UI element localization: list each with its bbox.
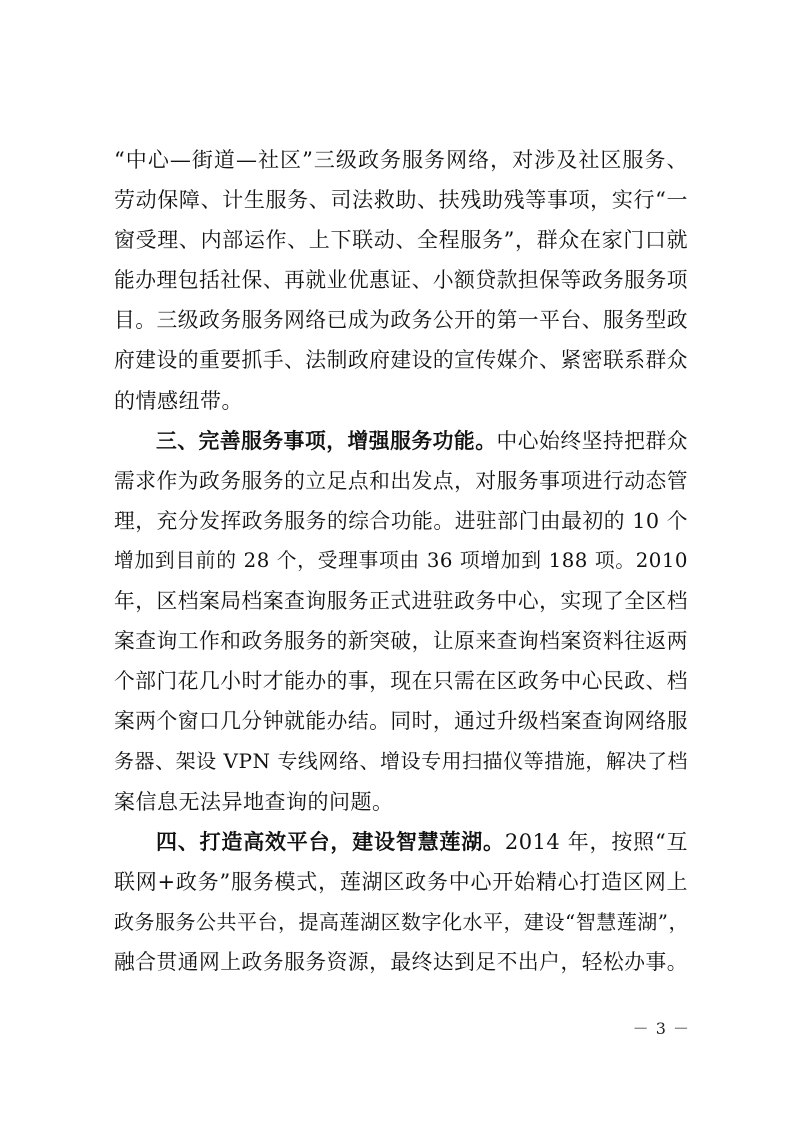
text-line: 增加到目前的 28 个，受理事项由 36 项增加到 188 项。2010: [114, 548, 688, 572]
text-line: 劳动保障、计生服务、司法救助、扶残助残等事项，实行“一: [114, 188, 688, 213]
text-line: 的情感纽带。: [114, 388, 243, 413]
text-line: 融合贯通网上政务服务资源，最终达到足不出户，轻松办事。: [114, 949, 688, 974]
paragraph-1: [114, 140, 688, 421]
document-body: [114, 140, 688, 982]
text-line: 联网+政务”服务模式，莲湖区政务中心开始精心打造区网上: [114, 869, 688, 894]
text-line: 案查询工作和政务服务的新突破，让原来查询档案资料往返两: [114, 629, 688, 654]
text-run: 2014 年，按照“互: [504, 829, 688, 854]
text-line: 案信息无法异地查询的问题。: [114, 789, 394, 814]
page-number: － 3 －: [632, 1019, 690, 1038]
text-line: 务器、架设 VPN 专线网络、增设专用扫描仪等措施，解决了档: [114, 749, 688, 774]
text-line: 案两个窗口几分钟就能办结。同时，通过升级档案查询网络服: [114, 709, 688, 734]
text-line: 目。三级政务服务网络已成为政务公开的第一平台、服务型政: [114, 308, 688, 333]
section-heading-4: 四、打造高效平台，建设智慧莲湖。: [156, 829, 505, 854]
text-line: 能办理包括社保、再就业优惠证、小额贷款担保等政务服务项: [114, 268, 688, 293]
text-line-first: [114, 421, 688, 461]
text-run: 中心始终坚持把群众: [496, 428, 688, 453]
paragraph-3: [114, 822, 688, 982]
text-line-first: [114, 822, 688, 862]
text-line: 窗受理、内部运作、上下联动、全程服务”，群众在家门口就: [114, 228, 688, 253]
text-line: “中心—街道—社区”三级政务服务网络，对涉及社区服务、: [114, 148, 688, 172]
text-line: 理，充分发挥政务服务的综合功能。进驻部门由最初的 10 个: [114, 508, 688, 533]
text-line: 府建设的重要抓手、法制政府建设的宣传媒介、紧密联系群众: [114, 348, 688, 373]
text-line: 个部门花几小时才能办的事，现在只需在区政务中心民政、档: [114, 669, 688, 694]
text-line: 需求作为政务服务的立足点和出发点，对服务事项进行动态管: [114, 468, 688, 493]
text-line: 年，区档案局档案查询服务正式进驻政务中心，实现了全区档: [114, 589, 688, 614]
text-line: 政务服务公共平台，提高莲湖区数字化水平，建设“智慧莲湖”，: [114, 909, 689, 934]
section-heading-3: 三、完善服务事项，增强服务功能。: [156, 428, 497, 453]
paragraph-2: [114, 421, 688, 822]
